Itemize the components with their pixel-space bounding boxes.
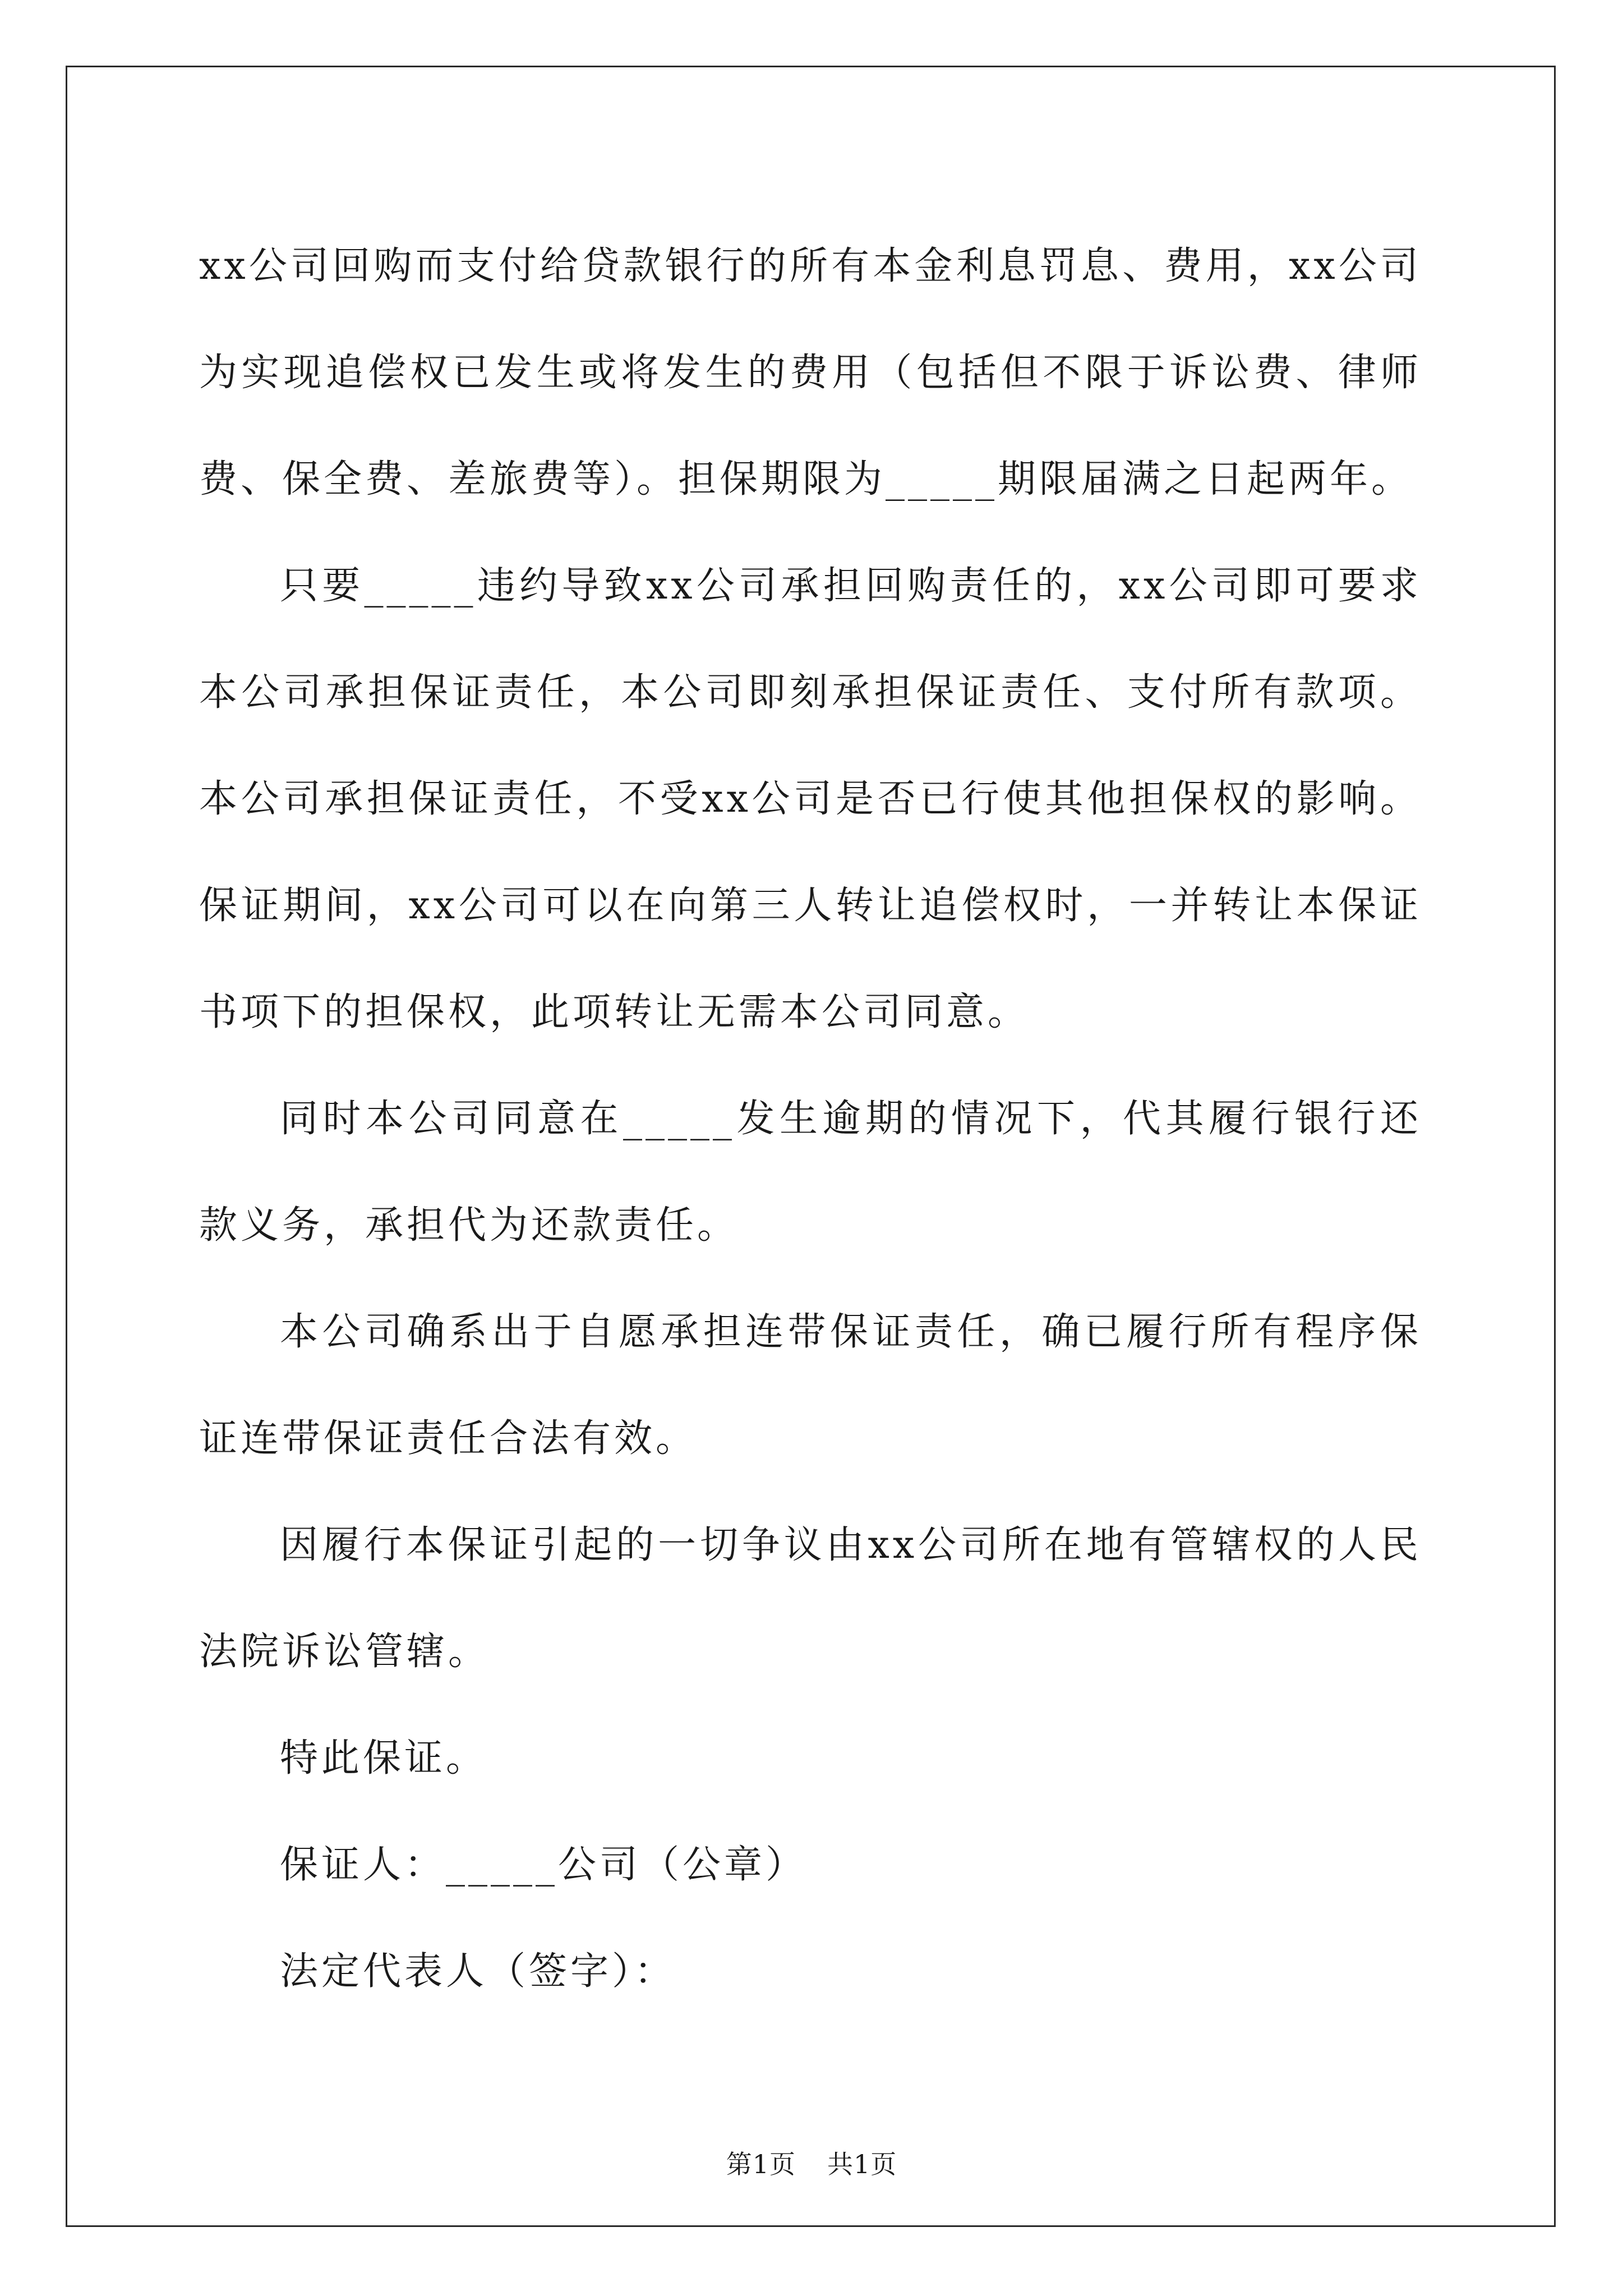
paragraph-liability-scope: xx公司回购而支付给贷款银行的所有本金利息罚息、费用，xx公司为实现追偿权已发生或将发生的费用（包括但不限于诉讼费、律师费、保全费、差旅费等）。担保期限为_____期限届满之日起两年。 (199, 244, 1422, 501)
guarantor-signature-line: 保证人：_____公司（公章） (280, 1843, 808, 1887)
page-number-current: 第1页 (726, 2149, 796, 2179)
document-body (199, 213, 1422, 2025)
legal-representative-signature-line: 法定代表人（签字）： (280, 1949, 676, 1994)
page-footer (0, 2144, 1623, 2181)
paragraph-jurisdiction: 因履行本保证引起的一切争议由xx公司所在地有管辖权的人民法院诉讼管辖。 (199, 1523, 1422, 1674)
page-number-total: 共1页 (827, 2149, 897, 2179)
paragraph-hereby-guarantee: 特此保证。 (280, 1736, 488, 1780)
paragraph-repayment-obligation: 同时本公司同意在_____发生逾期的情况下，代其履行银行还款义务，承担代为还款责任。 (199, 1097, 1422, 1248)
paragraph-voluntary-guarantee: 本公司确系出于自愿承担连带保证责任，确已履行所有程序保证连带保证责任合法有效。 (199, 1310, 1422, 1461)
paragraph-guarantee-trigger: 只要_____违约导致xx公司承担回购责任的，xx公司即可要求本公司承担保证责任，本公司即刻承担保证责任、支付所有款项。本公司承担保证责任，不受xx公司是否已行使其他担保权的影响。保证期间，xx公司可以在向第三人转让追偿权时，一并转让本保证书项下的担保权，此项转让无需本公司同意。 (199, 564, 1422, 1034)
